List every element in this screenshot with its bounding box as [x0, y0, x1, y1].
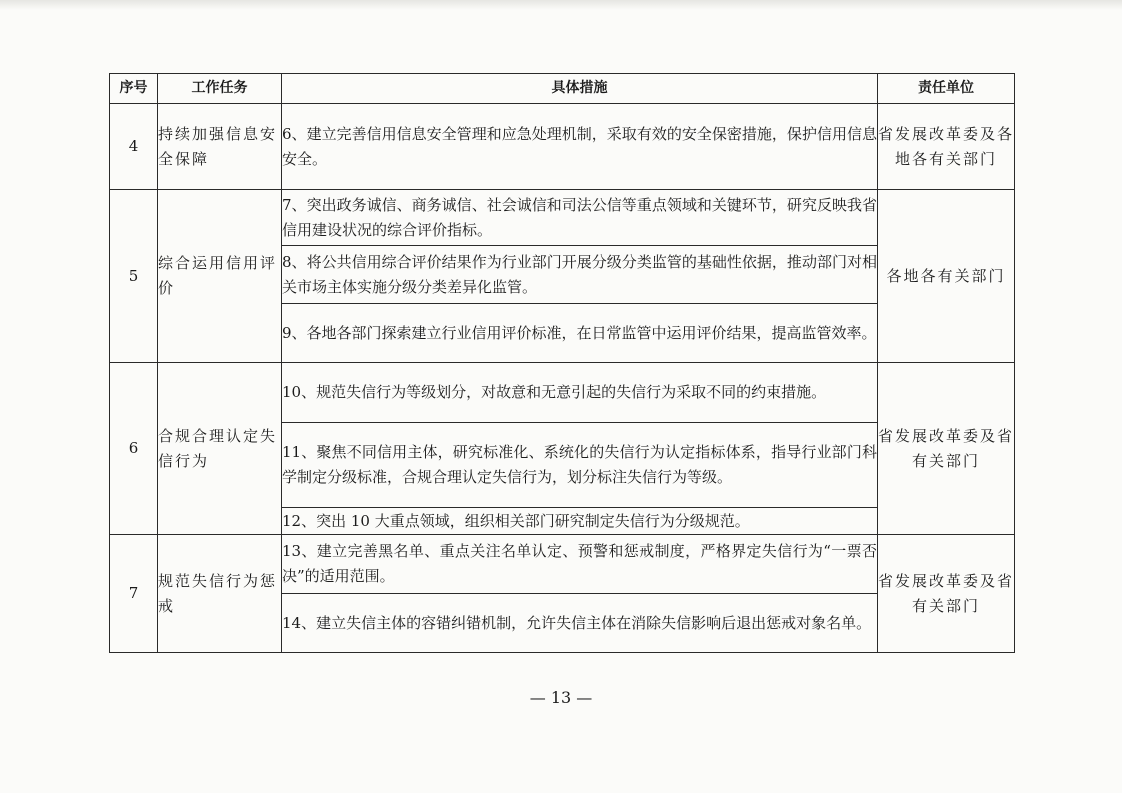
- header-task: 工作任务: [158, 74, 282, 104]
- row-department: 省发展改革委及省有关部门: [878, 535, 1015, 653]
- measure-cell: 11、聚焦不同信用主体，研究标准化、系统化的失信行为认定指标体系，指导行业部门科学制定分级标准，合规合理认定失信行为，划分标注失信行为等级。: [282, 423, 878, 508]
- measure-cell: 6、建立完善信用信息安全管理和应急处理机制，采取有效的安全保密措施，保护信用信息安全。: [282, 104, 878, 190]
- row-department: 省发展改革委及省有关部门: [878, 363, 1015, 535]
- table-row: [110, 363, 1015, 423]
- measure-cell: 8、将公共信用综合评价结果作为行业部门开展分级分类监管的基础性依据，推动部门对相关市场主体实施分级分类差异化监管。: [282, 246, 878, 304]
- table-row: [110, 190, 1015, 246]
- row-task: 规范失信行为惩戒: [158, 535, 282, 653]
- row-number: 7: [110, 535, 158, 653]
- page-number: — 13 —: [529, 688, 593, 707]
- row-number: 4: [110, 104, 158, 190]
- page-top-edge: [0, 0, 1122, 10]
- measure-cell: 14、建立失信主体的容错纠错机制，允许失信主体在消除失信影响后退出惩戒对象名单。: [282, 594, 878, 653]
- header-measures: 具体措施: [282, 74, 878, 104]
- measure-cell: 13、建立完善黑名单、重点关注名单认定、预警和惩戒制度，严格界定失信行为“一票否决”的适用范围。: [282, 535, 878, 594]
- row-department: 各地各有关部门: [878, 190, 1015, 363]
- header-row: [110, 74, 1015, 104]
- task-table: [109, 73, 1015, 653]
- table-row: [110, 535, 1015, 594]
- header-department: 责任单位: [878, 74, 1015, 104]
- measure-cell: 7、突出政务诚信、商务诚信、社会诚信和司法公信等重点领域和关键环节，研究反映我省信用建设状况的综合评价指标。: [282, 190, 878, 246]
- row-number: 5: [110, 190, 158, 363]
- row-task: 持续加强信息安全保障: [158, 104, 282, 190]
- row-number: 6: [110, 363, 158, 535]
- measure-cell: 9、各地各部门探索建立行业信用评价标准，在日常监管中运用评价结果，提高监管效率。: [282, 304, 878, 363]
- measure-cell: 12、突出 10 大重点领域，组织相关部门研究制定失信行为分级规范。: [282, 508, 878, 535]
- table-row: [110, 104, 1015, 190]
- row-task: 综合运用信用评价: [158, 190, 282, 363]
- measure-cell: 10、规范失信行为等级划分，对故意和无意引起的失信行为采取不同的约束措施。: [282, 363, 878, 423]
- row-task: 合规合理认定失信行为: [158, 363, 282, 535]
- row-department: 省发展改革委及各地各有关部门: [878, 104, 1015, 190]
- header-number: 序号: [110, 74, 158, 104]
